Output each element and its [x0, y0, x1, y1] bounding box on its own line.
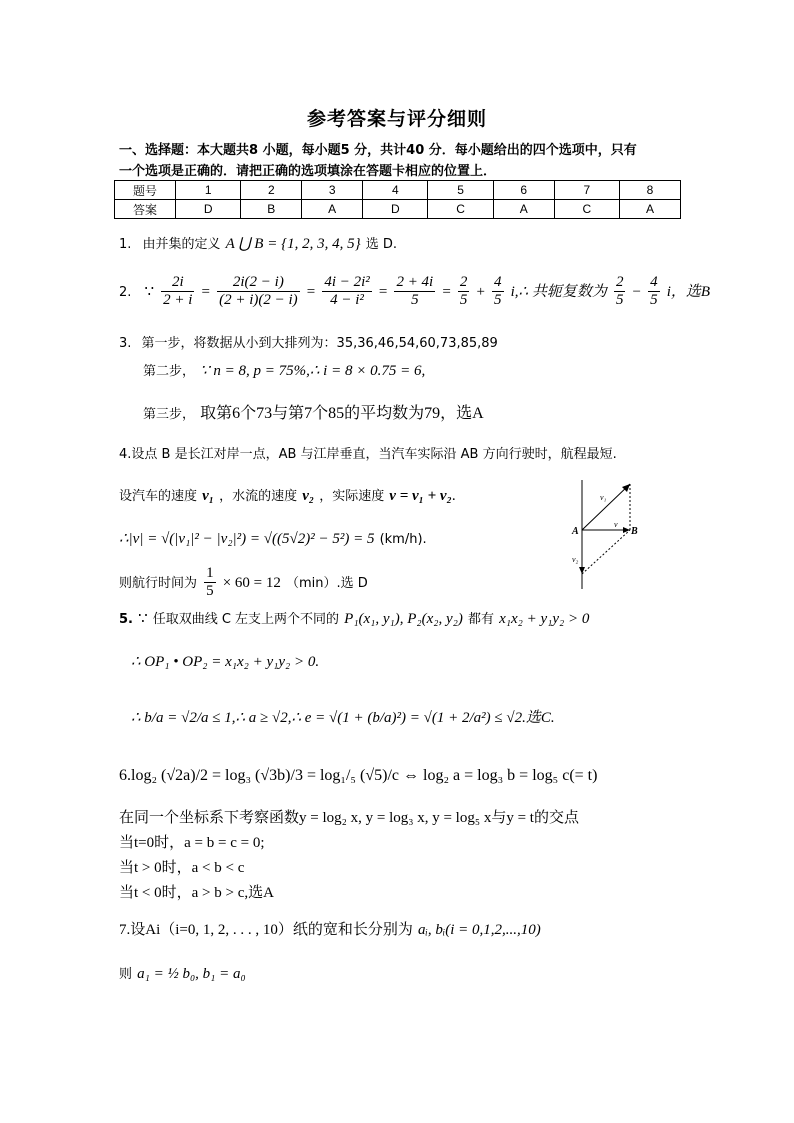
denominator: 2 + i — [163, 292, 193, 308]
velocity-diagram — [568, 474, 648, 594]
fraction — [648, 274, 660, 309]
q3-number: 3. — [119, 336, 132, 351]
q2-tail: i,∴ 共轭复数为 — [510, 284, 607, 300]
q4-v2: v₂ — [302, 488, 315, 504]
numerator: 2 + 4i — [396, 274, 434, 290]
table-cell: D — [363, 200, 428, 219]
numerator: 2 — [615, 274, 624, 290]
q6-line4: 当t > 0时，a < b < c — [119, 860, 245, 876]
table-cell: D — [176, 200, 241, 219]
denominator: 5 — [459, 292, 468, 308]
table-cell: B — [241, 200, 302, 219]
denominator: 5 — [206, 583, 214, 599]
table-cell: 6 — [493, 181, 554, 200]
numerator: 4i − 2i² — [324, 274, 370, 290]
q3-step2-formula: ∵ n = 8, p = 75%,∴ i = 8 × 0.75 = 6, — [200, 363, 426, 379]
q3-step2-label: 第二步， — [143, 364, 196, 379]
q1-tail: 选 D. — [365, 237, 397, 252]
numerator: 2i — [161, 274, 194, 292]
denominator: 5 — [650, 292, 658, 308]
q4-line2: 设汽车的速度 v₁ ，水流的速度 v₂ ，实际速度 v = v₁ + v₂. — [119, 488, 456, 504]
because-symbol: ∵ — [144, 284, 155, 300]
because-symbol: ∵ — [138, 611, 148, 627]
fraction — [458, 274, 470, 309]
q4-text: 设汽车的速度 — [119, 489, 198, 504]
table-cell: C — [554, 200, 619, 219]
denominator: 5 — [411, 292, 419, 308]
table-cell: 8 — [620, 181, 681, 200]
equals: = — [201, 284, 210, 300]
q4-time: × 60 = 12 — [222, 575, 281, 591]
arrow-head — [579, 567, 585, 574]
q2-line — [119, 274, 710, 309]
q5-line3: ∴ b/a = √2/a ≤ 1,∴ a ≥ √2,∴ e = √(1 + (b/a)²) = √(1 + 2/a²) ≤ √2.选C. — [131, 710, 555, 726]
table-header-cell: 题号 — [115, 181, 176, 200]
v1-arrow — [582, 484, 630, 530]
page-title: 参考答案与评分细则 — [306, 108, 487, 130]
q2-number: 2. — [119, 285, 132, 300]
table-cell: 7 — [554, 181, 619, 200]
q4-v1: v₁ — [202, 488, 214, 504]
plus: + — [476, 284, 485, 300]
fraction — [204, 565, 216, 600]
numerator: 4 — [650, 274, 658, 290]
q4-text: ，水流的速度 — [219, 489, 298, 504]
minus: − — [632, 284, 642, 300]
q2-answer: i，选B — [666, 284, 711, 300]
equals: = — [378, 284, 388, 300]
denominator: 5 — [615, 292, 624, 308]
equals: = — [306, 284, 316, 300]
table-cell: A — [620, 200, 681, 219]
q1-number: 1. — [119, 237, 132, 252]
q1-line — [119, 233, 397, 253]
numerator: 2i(2 − i) — [217, 274, 300, 292]
table-cell: 1 — [176, 181, 241, 200]
q7-text: 则 — [119, 967, 133, 982]
fraction — [322, 274, 371, 309]
q3-step1 — [119, 332, 498, 351]
answer-table — [114, 180, 681, 219]
q5-text: 任取双曲线 C 左支上两个不同的 — [152, 612, 340, 627]
q5-text: 都有 — [467, 612, 494, 627]
label-a: A — [572, 526, 579, 537]
fraction — [161, 274, 194, 309]
table-row — [115, 181, 681, 200]
q3-step3 — [143, 400, 484, 423]
q7-formula: aᵢ, bᵢ(i = 0,1,2,...,10) — [417, 922, 541, 938]
label-b: B — [631, 526, 638, 537]
q6-line1: 6.log₂ (√2a)/2 = log₃ (√3b)/3 = log₁/₅ (√5)/c ⇔ log₂ a = log₃ b = log₅ c(= t) — [119, 767, 598, 784]
q3-step3-label: 第三步， — [143, 407, 196, 422]
label-v2: v₂ — [572, 555, 579, 564]
q4-formula-line — [119, 528, 427, 548]
table-cell: 4 — [363, 181, 428, 200]
q4-unit: (km/h). — [379, 532, 427, 547]
q4-answer: （min）.选 D — [285, 576, 368, 591]
q6-line3: 当t=0时，a = b = c = 0; — [119, 835, 265, 851]
fraction — [492, 274, 504, 309]
q4-line1-text: 设点 B 是长江对岸一点，AB 与江岸垂直，当汽车实际沿 AB 方向行驶时，航程最短. — [131, 447, 617, 462]
q4-text: ，实际速度 — [319, 489, 385, 504]
denominator: 5 — [494, 292, 502, 308]
q5-inequality: x₁x₂ + y₁y₂ > 0 — [499, 611, 590, 627]
table-cell: 2 — [241, 181, 302, 200]
fraction — [394, 274, 435, 309]
equals: = — [442, 284, 451, 300]
denominator: (2 + i)(2 − i) — [219, 292, 298, 308]
arrow-head — [623, 527, 630, 533]
table-cell: 3 — [302, 181, 363, 200]
q6-line2: 在同一个坐标系下考察函数y = log₂ x, y = log₃ x, y = log₅ x与y = t的交点 — [119, 810, 579, 826]
section-intro-line1: 一、选择题：本大题共8 小题，每小题5 分，共计40 分．每小题给出的四个选项中，只有 — [119, 143, 637, 158]
q3-step1-text: 第一步，将数据从小到大排列为：35,36,46,54,60,73,85,89 — [141, 336, 498, 351]
numerator: 1 — [206, 565, 214, 581]
q3-step2 — [143, 360, 425, 380]
table-cell: A — [493, 200, 554, 219]
q4-vsum: v = v₁ + v₂ — [389, 488, 452, 504]
q6-line5: 当t < 0时，a > b > c,选A — [119, 885, 274, 901]
denominator: 4 − i² — [330, 292, 364, 308]
dashed-line — [582, 530, 630, 574]
section-intro-line2: 一个选项是正确的．请把正确的选项填涂在答题卡相应的位置上． — [119, 164, 497, 179]
label-v1: v₁ — [600, 493, 607, 502]
q5-points: P₁(x₁, y₁), P₂(x₂, y₂) — [344, 611, 463, 627]
table-cell: C — [428, 200, 493, 219]
numerator: 4 — [494, 274, 502, 290]
label-v: v — [614, 520, 618, 529]
q5-number: 5. — [119, 612, 133, 627]
fraction — [217, 274, 300, 309]
q1-formula: A ⋃ B = {1, 2, 3, 4, 5} — [225, 236, 361, 252]
table-row — [115, 200, 681, 219]
q4-line4 — [119, 565, 368, 600]
fraction — [614, 274, 626, 309]
q3-step3-text: 取第6个73与第7个85的平均数为79，选A — [200, 405, 484, 422]
numerator: 2 — [459, 274, 468, 290]
q4-formula: ∴|v| = √(|v₁|² − |v₂|²) = √((5√2)² − 5²) = 5 — [119, 531, 375, 547]
q1-text: 由并集的定义 — [142, 237, 221, 252]
q4-text: 则航行时间为 — [119, 576, 198, 591]
q5-line2: ∴ OP₁ • OP₂ = x₁x₂ + y₁y₂ > 0. — [131, 654, 320, 670]
q4-number: 4. — [119, 447, 132, 462]
table-header-cell: 答案 — [115, 200, 176, 219]
q5-line1 — [119, 608, 589, 628]
table-cell: 5 — [428, 181, 493, 200]
table-cell: A — [302, 200, 363, 219]
q7-line2 — [119, 963, 246, 983]
q4-line1 — [119, 443, 617, 462]
q7-formula: a₁ = ½ b₀, b₁ = a₀ — [137, 966, 246, 982]
q7-text: 7.设Ai（i=0, 1, 2, . . . , 10）纸的宽和长分别为 — [119, 922, 413, 938]
q7-line1 — [119, 918, 541, 939]
